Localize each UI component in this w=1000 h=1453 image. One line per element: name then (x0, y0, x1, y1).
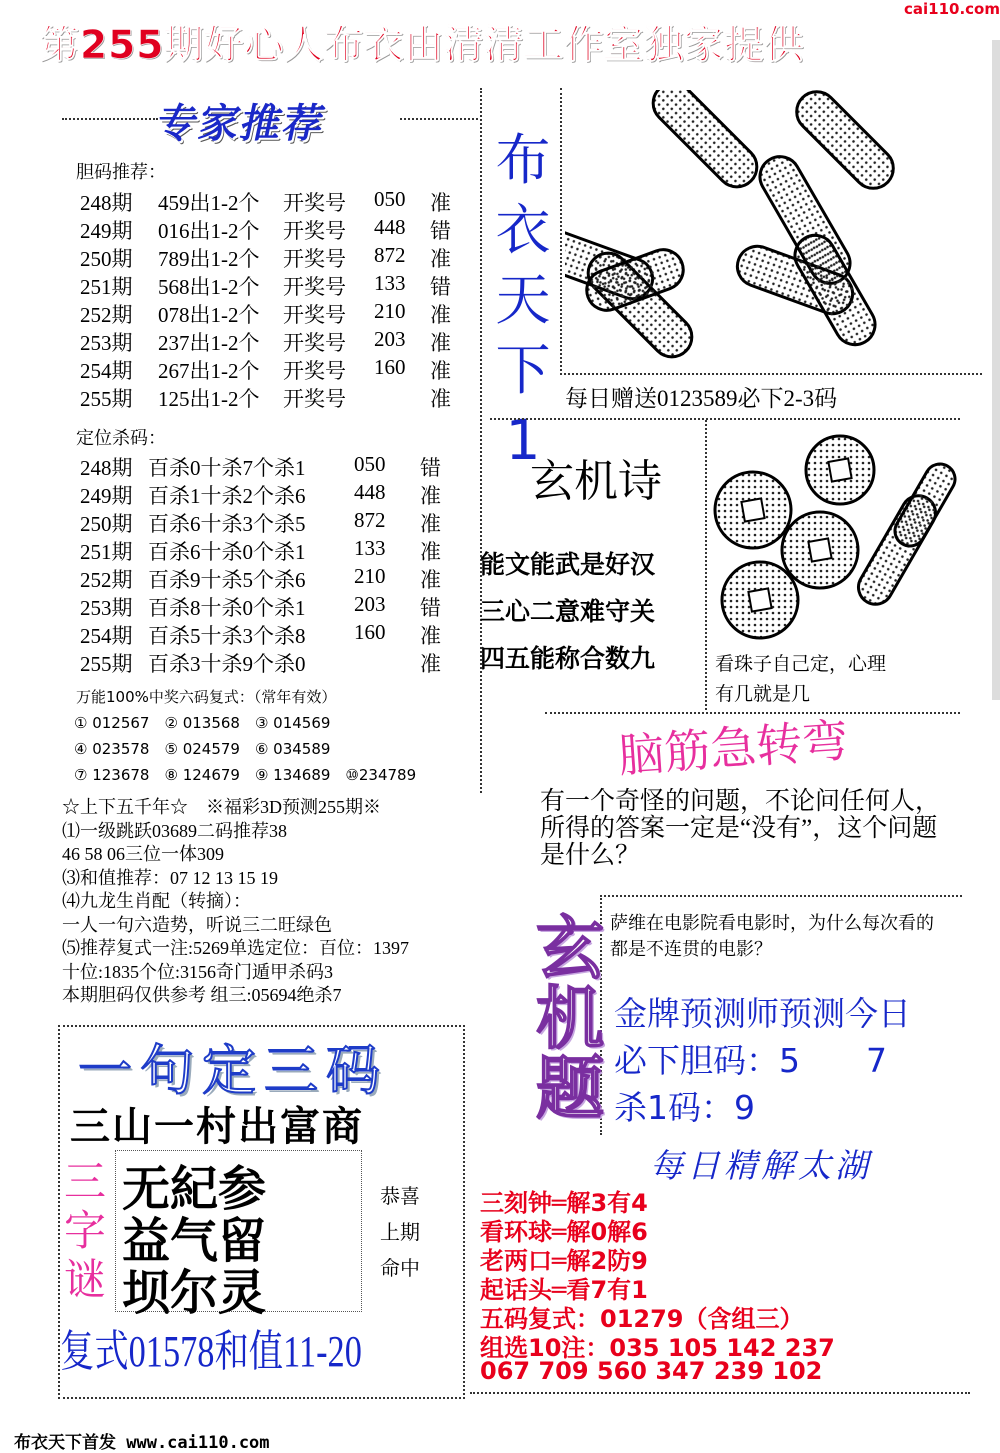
gold-kill-code: 杀1码：9 (614, 1088, 755, 1127)
table-row: 248期 459出1-2个 开奖号 050 准 (80, 187, 451, 215)
brain-teaser-title: 脑筋急转弯 (616, 713, 850, 783)
table-row: 249期 016出1-2个 开奖号 448 错 (80, 215, 451, 243)
coins-figure-icon (710, 430, 960, 645)
riddle-line: 坝尔灵 (122, 1265, 267, 1321)
sanzi-label: 三 字 谜 (63, 1157, 106, 1304)
hint-text: 看珠子自己定，心理 有几就是几 (715, 654, 887, 705)
expert-top-rule (62, 118, 158, 120)
six-code-row: ⑦ 123678 ⑧ 124679 ⑨ 134689 ⑩234789 (74, 766, 417, 784)
six-code-title: 万能100%中奖六码复式：（常年有效） (76, 688, 337, 706)
riddle-line: 益气留 (122, 1213, 267, 1269)
forecast-line: 十位:1835个位:3156奇门遁甲杀码3 (62, 961, 334, 982)
riddle-line: 无紀参 (122, 1161, 267, 1217)
congrats-line: 命中 (380, 1256, 420, 1280)
taihu-line: 起话头═看7有1 (480, 1276, 648, 1304)
table-row: 251期 百杀6十杀0个杀1 133 准 (80, 536, 441, 564)
forecast-line: ☆上下五千年☆ ※福彩3D预测255期※ (62, 797, 381, 817)
daily-gift: 每日赠送0123589必下2-3码 (565, 386, 838, 411)
taihu-line: 老两口═解2防9 (480, 1247, 648, 1275)
six-code-row: ① 012567 ② 013568 ③ 014569 (74, 714, 331, 732)
footer-text: 布衣天下首发 www.cai110.com (14, 1433, 270, 1453)
dan-label: 胆码推荐： (76, 162, 166, 183)
table-row: 255期 125出1-2个 开奖号 准 (80, 387, 451, 411)
taihu-line: 五码复式：01279（含组三） (480, 1305, 804, 1333)
forecast-line: 46 58 06三位一体309 (62, 844, 224, 864)
congrats-line: 上期 (380, 1220, 420, 1244)
gold-dan-code: 必下胆码：5 7 (614, 1041, 887, 1080)
poem-line: 能文能武是好汉 (480, 550, 656, 579)
forecast-line: ⑶和值推荐：07 12 13 15 19 (62, 867, 278, 888)
side-vertical-title: 布 衣 天 下 1 (495, 128, 551, 472)
congrats-line: 恭喜 (380, 1184, 420, 1208)
six-code-row: ④ 023578 ⑤ 024579 ⑥ 034589 (74, 740, 331, 758)
mystic-title: 玄机诗 (530, 456, 662, 507)
beads-figure-icon (565, 90, 945, 370)
edge-ribbon (992, 40, 1000, 700)
taihu-line: 067 709 560 347 239 102 (480, 1357, 823, 1385)
poem-line: 三心二意难守关 (480, 597, 656, 626)
table-row: 250期 百杀6十杀3个杀5 872 准 (80, 508, 441, 536)
table-row: 255期 百杀3十杀9个杀0 准 (80, 652, 441, 676)
taihu-line: 看环球═解0解6 (480, 1218, 648, 1246)
forecast-block (62, 796, 409, 1008)
poem-line: 四五能称合数九 (480, 644, 656, 673)
brain-question: 有一个奇怪的问题，不论问任何人，所得的答案一定是“没有”，这个问题是什么？ (540, 788, 941, 869)
table-row: 248期 百杀0十杀7个杀1 050 错 (80, 452, 441, 480)
site-watermark: cai110.com (904, 0, 1000, 18)
forecast-line: 本期胆码仅供参考 组三:05694绝杀7 (62, 985, 342, 1005)
table-row: 251期 568出1-2个 开奖号 133 错 (80, 271, 451, 299)
yiju-phrase: 三山一村出富商 (70, 1104, 364, 1150)
forecast-line: ⑷九龙生肖配（转摘）： (62, 891, 251, 911)
yiju-title: 一句定三码 (78, 1039, 388, 1102)
taihu-line: 三刻钟═解3有4 (480, 1189, 648, 1217)
mystic-divider-vert (705, 420, 707, 710)
table-row: 252期 百杀9十杀5个杀6 210 准 (80, 564, 441, 592)
forecast-line: 一人一句六造势，听说三二旺绿色 (62, 914, 332, 935)
taihu-title: 每日精解太湖 (650, 1146, 872, 1185)
table-row: 254期 百杀5十杀3个杀8 160 准 (80, 620, 441, 648)
mystic-divider (490, 418, 960, 420)
fushi-sum: 复式01578和值11-20 (60, 1327, 362, 1376)
page-title: 第255期好心人布衣由清清工作室独家提供 (40, 23, 805, 68)
forecast-line: ⑴一级跳跃03689二码推荐38 (62, 820, 287, 841)
table-row: 252期 078出1-2个 开奖号 210 准 (80, 299, 451, 327)
kill-label: 定位杀码： (76, 428, 166, 449)
expert-top-rule-right (400, 118, 478, 120)
table-row: 253期 百杀8十杀0个杀1 203 错 (80, 592, 441, 620)
taihu-line: 组选10注：035 105 142 237 (480, 1334, 835, 1362)
table-row: 249期 百杀1十杀2个杀6 448 准 (80, 480, 441, 508)
table-row: 254期 267出1-2个 开奖号 160 准 (80, 355, 451, 383)
puzzle-vertical-title: 玄 机 题 (535, 910, 604, 1129)
table-row: 250期 789出1-2个 开奖号 872 准 (80, 243, 451, 271)
expert-banner: 专家推荐 (152, 101, 331, 147)
table-row: 253期 237出1-2个 开奖号 203 准 (80, 327, 451, 355)
forecast-line: ⑸推荐复式一注:5269单选定位：百位：1397 (62, 938, 409, 958)
bottom-rule (470, 1392, 970, 1394)
gold-predictor-title: 金牌预测师预测今日 (614, 994, 911, 1033)
puzzle-question: 萨维在电影院看电影时，为什么每次看的都是不连贯的电影？ (610, 913, 934, 959)
